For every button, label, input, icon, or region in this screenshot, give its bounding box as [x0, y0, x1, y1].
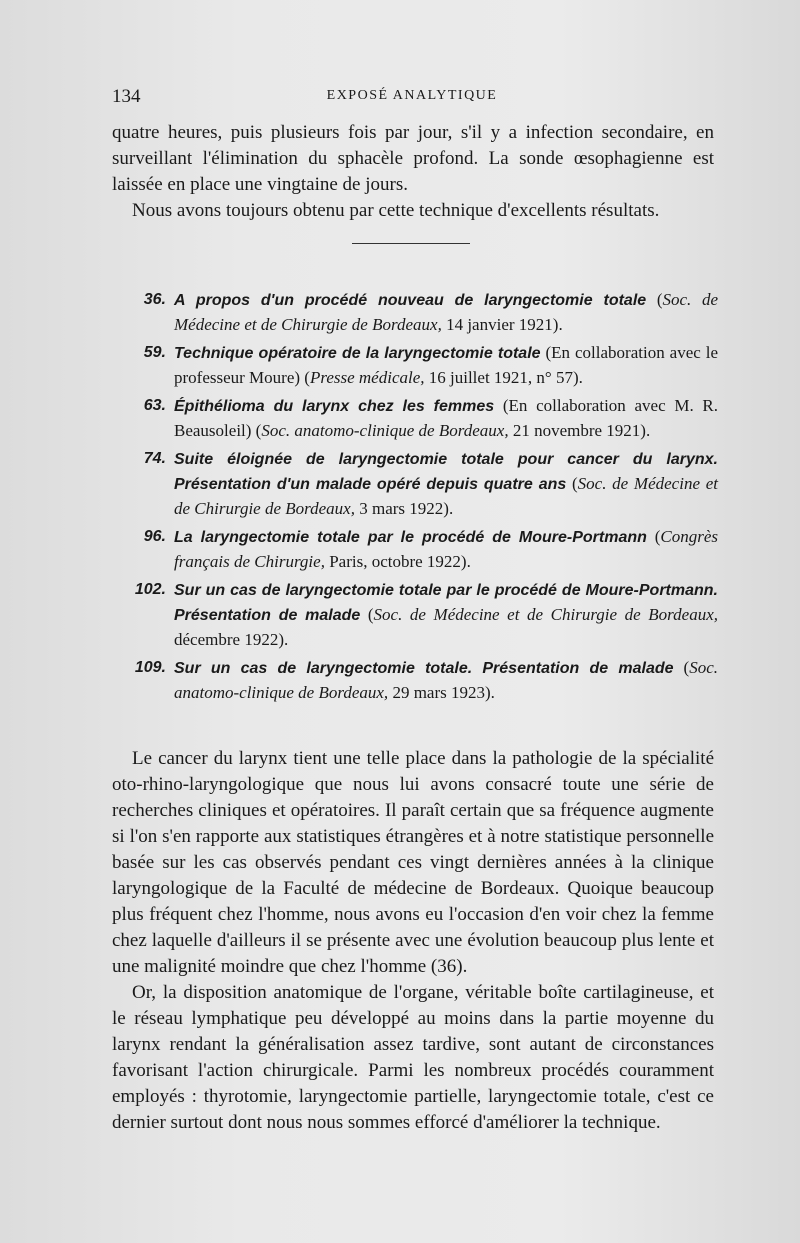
entry-note: (	[360, 605, 374, 624]
entry-note: (	[646, 527, 661, 546]
entry-journal: Soc. de Médecine et de Chirurgie de Bordeaux,	[373, 605, 718, 624]
entry-date: 21 novembre 1921).	[508, 421, 651, 440]
bibliography-entry	[112, 394, 718, 443]
entry-number: 36.	[143, 291, 166, 308]
bibliography-entry	[112, 578, 718, 652]
entry-title: Technique opératoire de la laryngectomie totale	[174, 345, 541, 362]
entry-note: (	[646, 290, 663, 309]
entry-title: A propos d'un procédé nouveau de laryngectomie totale	[174, 292, 647, 309]
entry-title: Sur un cas de laryngectomie totale. Présentation de malade	[174, 660, 674, 677]
entry-title: Suite éloignée de laryngectomie totale pour cancer du larynx. Présentation d'un malade opéré depuis quatre ans	[174, 451, 718, 493]
entry-journal: Congrès français de Chirurgie,	[174, 527, 718, 571]
entry-journal: Soc. anatomo-clinique de Bordeaux,	[174, 658, 718, 702]
section-divider	[352, 243, 470, 244]
body-paragraph: Or, la disposition anatomique de l'organe, véritable boîte cartilagineuse, et le réseau lymphatique peu développé au moins dans la partie moyenne du larynx rendant la généralisation assez tardive, sont autant de circonstances favorisant l'action chirurgicale. Parmi les nombreux procédés couramment employés : thyrotomie, laryngectomie partielle, laryngectomie totale, c'est ce dernier surtout dont nous nous sommes efforcé d'améliorer la technique.	[112, 982, 714, 1133]
entry-title: La laryngectomie totale par le procédé de Moure-Portmann	[174, 529, 647, 546]
entry-number: 102.	[134, 581, 166, 598]
body-paragraph: Le cancer du larynx tient une telle place dans la pathologie de la spécialité oto-rhino-laryngologique que nous lui avons consacré toute une série de recherches cliniques et opératoires. Il paraît certain que sa fréquence augmente si l'on s'en rapporte aux statistiques étrangères et à notre statistique personnelle basée sur les cas observés pendant ces vingt dernières années à la clinique laryngologique de la Faculté de médecine de Bordeaux. Quoique beaucoup plus fréquent chez l'homme, nous avons eu l'occasion d'en voir chez la femme chez laquelle d'ailleurs il se présente avec une évolution beaucoup plus lente et une malignité moindre que chez l'homme (36).	[112, 748, 714, 977]
entry-number: 59.	[143, 344, 166, 361]
entry-date: décembre 1922).	[174, 630, 289, 649]
entry-date: 14 janvier 1921).	[441, 315, 563, 334]
entry-number: 74.	[143, 450, 166, 467]
entry-number: 63.	[143, 397, 166, 414]
intro-paragraph: Nous avons toujours obtenu par cette technique d'excellents résultats.	[132, 200, 660, 221]
bibliography-list	[112, 288, 718, 709]
entry-title: Sur un cas de laryngectomie totale par le procédé de Moure-Portmann. Présentation de malade	[174, 582, 718, 624]
intro-text	[112, 120, 714, 224]
entry-note: (En collaboration avec le professeur Moure) (	[174, 343, 719, 387]
entry-note: (	[673, 658, 690, 677]
bibliography-entry	[112, 288, 718, 337]
bibliography-entry	[112, 341, 718, 390]
page-header	[112, 86, 712, 110]
running-title: EXPOSÉ ANALYTIQUE	[326, 88, 498, 103]
bibliography-entry	[112, 525, 718, 574]
entry-journal: Presse médicale,	[309, 368, 425, 387]
bibliography-entry	[112, 447, 718, 521]
entry-title: Épithélioma du larynx chez les femmes	[174, 398, 495, 415]
entry-journal: Soc. de Médecine et de Chirurgie de Bordeaux,	[174, 474, 718, 518]
entry-journal: Soc. de Médecine et de Chirurgie de Bordeaux,	[174, 290, 719, 334]
entry-date: 16 juillet 1921, n° 57).	[424, 368, 583, 387]
entry-number: 109.	[134, 659, 166, 676]
entry-note: (En collaboration avec M. R. Beausoleil) (	[174, 396, 718, 440]
entry-number: 96.	[143, 528, 166, 545]
closing-text	[112, 746, 714, 1136]
entry-journal: Soc. anatomo-clinique de Bordeaux,	[261, 421, 509, 440]
page-number: 134	[112, 86, 141, 107]
entry-date: 29 mars 1923).	[388, 683, 495, 702]
bibliography-entry	[112, 656, 718, 705]
entry-date: 3 mars 1922).	[354, 499, 454, 518]
intro-paragraph: quatre heures, puis plusieurs fois par jour, s'il y a infection secondaire, en surveillant l'élimination du sphacèle profond. La sonde œsophagienne est laissée en place une vingtaine de jours.	[112, 122, 714, 195]
entry-date: Paris, octobre 1922).	[324, 552, 471, 571]
entry-note: (	[566, 474, 578, 493]
